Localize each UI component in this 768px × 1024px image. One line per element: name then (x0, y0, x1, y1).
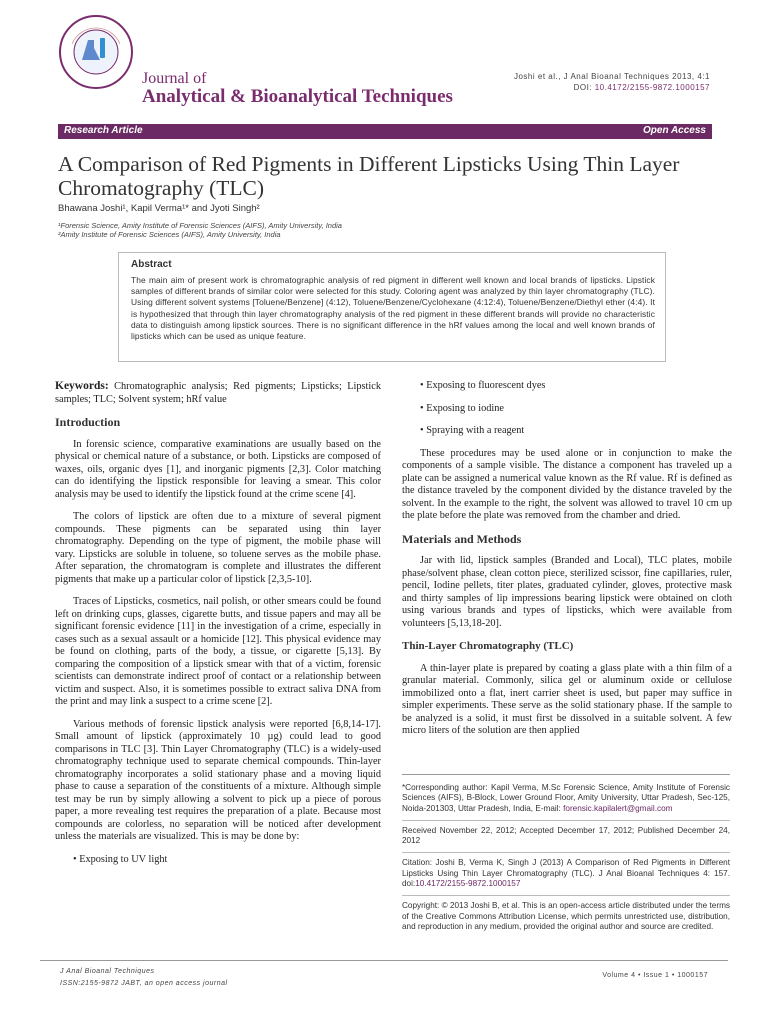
bullet-fluorescent-dyes: • Exposing to fluorescent dyes (420, 380, 732, 393)
divider (402, 820, 730, 821)
divider (402, 895, 730, 896)
intro-paragraph-2: The colors of lipstick are often due to a mixture of several pigment compounds. These pigments can be separated using thin layer chromatography. Depending on the type of pigment, the mobile phase will vary. Lipsticks are soluble in toluene, so toluene serves as the mobile phase. After separation, the chromatogram is complete and illustrates the different pigments that make up a particular color of lipstick [2,3,5-10]. (55, 511, 381, 585)
bullet-reagent: • Spraying with a reagent (420, 425, 732, 438)
journal-logo (58, 14, 134, 90)
keywords-text: Chromatographic analysis; Red pigments; Lipsticks; Lipstick samples; TLC; Solvent system; hRf value (55, 381, 381, 405)
keywords-label: Keywords: (55, 380, 109, 392)
intro-paragraph-3: Traces of Lipsticks, cosmetics, nail polish, or other smears could be found left on drinking cups, glasses, cigarette butts, and tissue papers and may all be significant forensic evidence [11] in the investigation of a crime, especially in cases such as a sexual assault or a homicide [12]. This physical evidence may be found on clothing, parts of the body, a tissue, or cigarette [5,13]. By comparing the composition of a lipstick smear with that of a victim, forensic scientists can demonstrate indirect proof of contact or a relationship between victim and suspect. Also, it is sometimes possible to extract saliva DNA from the print and may link a suspect to a crime scene [2]. (55, 596, 381, 707)
corresponding-author (402, 783, 730, 814)
article-type-bar (58, 124, 712, 139)
tlc-paragraph: A thin-layer plate is prepared by coating a glass plate with a thin film of a granular material. Commonly, silica gel or aluminum oxide or cellulose immobilized onto a flat, inert carrier sheet is used, but paper may suffice in simpler experiments. These serve as the solid stationary phase. If the sample to be analyzed is a solid, it must first be dissolved in a suitable solvent. A few micro liters of the solution are then applied (402, 662, 732, 736)
doi-label: DOI: (573, 83, 595, 92)
intro-paragraph-4: Various methods of forensic lipstick analysis were reported [6,8,14-17]. Small amount of lipstick (approximately 10 µg) could lead to good comparisons in TLC [3]. Thin Layer Chromatography (TLC) is a widely-used chromatography technique used to separate chemical compounds. Thin-layer chromatography incorporates a solid stationary phase and a moving liquid phase to cause a separation of the constituents of a mixture. Although simple test may be run by simply allowing a solvent to pick up a piece of porous paper, a more revealing test requires the preparation of a plate. Because most compounds are colorless, no separation will be noticed after development unless the materials are visualized. This is may be done by: (55, 718, 381, 842)
right-column (402, 380, 732, 748)
received-dates: Received November 22, 2012; Accepted December 17, 2012; Published December 24, 2012 (402, 825, 730, 846)
journal-title-line1: Journal of (142, 70, 207, 87)
citation-block (402, 858, 730, 889)
footer-volume: Volume 4 • Issue 1 • 1000157 (602, 972, 708, 979)
citation-header: Joshi et al., J Anal Bioanal Techniques 2013, 4:1 (513, 72, 710, 81)
footer-divider (40, 960, 728, 961)
copyright: Copyright: © 2013 Joshi B, et al. This is an open-access article distributed under the terms of the Creative Commons Attribution License, which permits unrestricted use, distribution, and reproduction in any medium, provided the original author and source are credited. (402, 901, 730, 931)
rf-paragraph: These procedures may be used alone or in conjunction to make the components of a sample visible. The distance a component has traveled up a plate can be assigned a numerical value known as the Rf value. Rf is defined as the distance traveled by the component divided by the distance traveled by the solvent. In the example to the right, the solvent was allowed to travel 10 cm up the plate before the plate was removed from the chamber and dried. (402, 447, 732, 521)
introduction-heading: Introduction (55, 415, 121, 429)
open-access-label: Open Access (643, 125, 706, 136)
citation-text: Citation: Joshi B, Verma K, Singh J (2013) A Comparison of Red Pigments in Different Lipsticks Using Thin Layer Chromatography (TLC). J Anal Bioanal Techniques 4: 157. doi: (402, 858, 730, 889)
correspondence-box (402, 774, 730, 938)
corresponding-author-text: *Corresponding author: Kapil Verma, M.Sc Forensic Science, Amity Institute of Forensic Sciences (AIFS), B-Block, Lower Ground Floor, Amity University, Uttar Pradesh, Sec-125, Noida-201303, Uttar Pradesh, India, E-mail: (402, 783, 730, 813)
research-article-label: Research Article (64, 125, 143, 136)
abstract-text: The main aim of present work is chromatographic analysis of red pigment in different well known and local brands of lipsticks. Lipstick samples of different brands of similar color were selected for this study. Coloring agent was analyzed by thin layer chromatography (TLC). Using different solvent systems [Toluene/Benzene] (4:12), Toluene/Benzene/Cyclohexane (4:12:4), Toluene/Benzene/Diethyl ether (4:4). It is hypothesized that through thin layer chromatography analysis of the red pigment in these different brands will provide no characteristic data to distinguish among lipstick sources. There is no significant difference in the hRf values among the local and well known brands of lipsticks which can be used as unique feature. (131, 275, 655, 342)
bullet-iodine: • Exposing to iodine (420, 403, 732, 416)
divider (402, 852, 730, 853)
footer-journal: J Anal Bioanal Techniques (60, 968, 155, 975)
affiliation-1: ¹Forensic Science, Amity Institute of Forensic Sciences (AIFS), Amity University, India (58, 221, 342, 230)
tlc-heading: Thin-Layer Chromatography (TLC) (402, 640, 574, 652)
article-title: A Comparison of Red Pigments in Different Lipsticks Using Thin Layer Chromatography (TLC) (58, 152, 680, 200)
materials-paragraph: Jar with lid, lipstick samples (Branded and Local), TLC plates, mobile phase/solvent phase, clean cotton piece, sterilized scissor, fine capillaries, ruler, pencil, Iodine pellets, titer plates, graduated cylinder, gloves, protective mask and thirty samples of lip impressions bearing lipstick were obtained on cloth using various brands and types of lipsticks, which were available from volunteers [5,13,18-20]. (402, 555, 732, 629)
journal-title-line2: Analytical & Bioanalytical Techniques (142, 86, 453, 107)
bullet-uv-light: • Exposing to UV light (73, 854, 381, 867)
footer-issn: ISSN:2155-9872 JABT, an open access journal (60, 980, 228, 987)
materials-methods-heading: Materials and Methods (402, 531, 522, 546)
abstract-box (118, 252, 666, 362)
abstract-heading: Abstract (131, 259, 172, 270)
authors: Bhawana Joshi¹, Kapil Verma¹* and Jyoti Singh² (58, 203, 260, 214)
doi-header (574, 83, 710, 92)
doi-link[interactable]: 10.4172/2155-9872.1000157 (594, 83, 710, 92)
author-email-link[interactable]: forensic.kapilalert@gmail.com (563, 803, 673, 813)
affiliation-2: ²Amity Institute of Forensic Sciences (AIFS), Amity University, India (58, 230, 281, 239)
intro-paragraph-1: In forensic science, comparative examinations are usually based on the physical or chemical nature of a substance, or both. Lipsticks are composed of waxes, oils, organic dyes [1], and inorganic pigments [2,3]. Color matching can do identifying the lipstick responsible for leaving a smear. This color analysis may be used to identify the lipstick found at the crime scene [4]. (55, 438, 381, 500)
keywords (55, 380, 381, 406)
left-column (55, 380, 381, 876)
citation-doi-link[interactable]: 10.4172/2155-9872.1000157 (415, 879, 521, 889)
